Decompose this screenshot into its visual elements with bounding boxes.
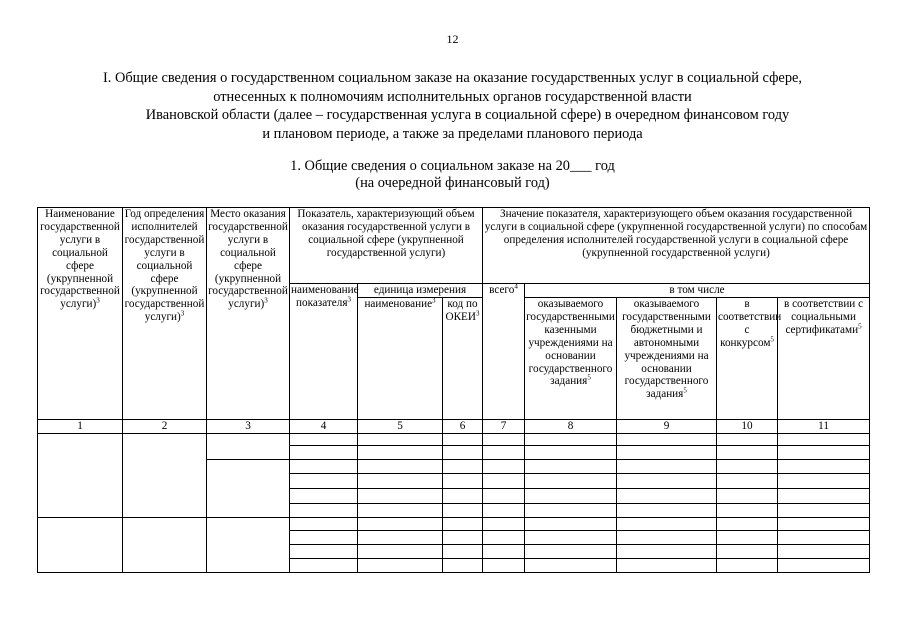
column-number: 8: [525, 420, 617, 434]
blank-cell: [617, 488, 717, 503]
column-number: 9: [617, 420, 717, 434]
blank-cell: [358, 517, 443, 530]
subsection-title: [0, 158, 905, 192]
column-number: 5: [358, 420, 443, 434]
blank-cell: [525, 433, 617, 445]
blank-cell: [290, 517, 358, 530]
column-number: 7: [483, 420, 525, 434]
blank-cell: [717, 445, 778, 459]
blank-cell: [778, 488, 870, 503]
blank-cell: [207, 459, 290, 517]
header-indicator-name: наименование показателя$^3$: [290, 284, 358, 420]
blank-cell: [207, 433, 290, 459]
header-place: Место оказания государственной услуги в социальной сфере (укрупненной государственной услуги)$^3$: [207, 208, 290, 420]
blank-cell: [483, 544, 525, 558]
blank-cell: [525, 445, 617, 459]
blank-cell: [778, 544, 870, 558]
blank-cell: [525, 558, 617, 572]
header-competition: в соответствии с конкурсом$^5$: [717, 298, 778, 420]
section-title-line-2: отнесенных к полномочиям исполнительных органов государственной власти: [213, 88, 692, 105]
blank-cell: [443, 530, 483, 544]
blank-cell: [717, 459, 778, 473]
blank-cell: [778, 517, 870, 530]
blank-cell: [290, 433, 358, 445]
blank-cell: [483, 433, 525, 445]
blank-cell: [778, 433, 870, 445]
blank-cell: [358, 530, 443, 544]
blank-cell: [717, 558, 778, 572]
blank-cell: [525, 544, 617, 558]
blank-cell: [207, 517, 290, 572]
column-number: 3: [207, 420, 290, 434]
blank-cell: [290, 503, 358, 517]
header-year: Год определения исполнителей государственной услуги в социальной сфере (укрупненной государственной услуги)$^3$: [123, 208, 207, 420]
header-value-group: Значение показателя, характеризующего объем оказания государственной услуги в социальной сфере (укрупненной государственной услуги) по способам определения исполнителей государственной услуги в социальной сфере (укрупненной государственной услуги): [483, 208, 870, 284]
blank-cell: [38, 517, 123, 572]
blank-cell: [525, 488, 617, 503]
header-okei: код по ОКЕИ$^3$: [443, 298, 483, 420]
blank-cell: [290, 445, 358, 459]
subsection-title-line-1: 1. Общие сведения о социальном заказе на 20___ год: [290, 158, 615, 174]
blank-cell: [617, 530, 717, 544]
column-number: 2: [123, 420, 207, 434]
blank-cell: [483, 530, 525, 544]
blank-cell: [717, 517, 778, 530]
blank-cell: [778, 473, 870, 488]
blank-cell: [38, 433, 123, 517]
blank-cell: [717, 488, 778, 503]
social-order-table: [37, 207, 870, 573]
blank-cell: [358, 459, 443, 473]
blank-cell: [443, 488, 483, 503]
blank-cell: [443, 445, 483, 459]
blank-cell: [358, 503, 443, 517]
blank-cell: [617, 459, 717, 473]
column-number-row: [38, 420, 870, 434]
blank-cell: [778, 558, 870, 572]
blank-cell: [778, 445, 870, 459]
blank-cell: [483, 503, 525, 517]
section-title: [0, 69, 905, 143]
column-number: 11: [778, 420, 870, 434]
blank-cell: [483, 488, 525, 503]
blank-cell: [717, 473, 778, 488]
blank-cell: [443, 517, 483, 530]
header-total: всего$^4$: [483, 284, 525, 420]
column-number: 4: [290, 420, 358, 434]
header-unit-name: наименование$^3$: [358, 298, 443, 420]
blank-cell: [525, 503, 617, 517]
blank-cell: [443, 473, 483, 488]
page-number: 12: [446, 32, 459, 46]
blank-cell: [358, 473, 443, 488]
column-number: 10: [717, 420, 778, 434]
blank-cell: [525, 517, 617, 530]
blank-cell: [717, 530, 778, 544]
header-indicator-group: Показатель, характеризующий объем оказания государственной услуги в социальной сфере (укрупненной государственной услуги): [290, 208, 483, 284]
blank-cell: [443, 433, 483, 445]
blank-cell: [290, 488, 358, 503]
blank-cell: [617, 503, 717, 517]
section-title-line-4: и плановом периоде, а также за пределами планового периода: [262, 125, 643, 142]
blank-cell: [525, 530, 617, 544]
blank-cell: [617, 433, 717, 445]
blank-cell: [617, 473, 717, 488]
header-social-certificates: в соответствии с социальными сертификатами$^5$: [778, 298, 870, 420]
section-title-line-3: Ивановской области (далее – государственная услуга в социальной сфере) в очередном финансовом году: [145, 107, 790, 123]
blank-cell: [290, 530, 358, 544]
subsection-title-line-2: (на очередной финансовый год): [355, 175, 550, 191]
section-title-line-1: I. Общие сведения о государственном социальном заказе на оказание государственных услуг в социальной сфере,: [102, 70, 803, 86]
header-service-name: Наименование государственной услуги в социальной сфере (укрупненной государственной услуги)$^3$: [38, 208, 123, 420]
blank-cell: [483, 445, 525, 459]
blank-cell: [358, 544, 443, 558]
blank-cell: [443, 544, 483, 558]
header-budget-autonomous: оказываемого государственными бюджетными и автономными учреждениями на основании государственного задания$^5$: [617, 298, 717, 420]
blank-cell: [443, 558, 483, 572]
table-row: [38, 517, 870, 530]
blank-cell: [358, 445, 443, 459]
column-number: 1: [38, 420, 123, 434]
blank-cell: [778, 530, 870, 544]
blank-cell: [290, 558, 358, 572]
header-including: в том числе: [525, 284, 870, 298]
column-number: 6: [443, 420, 483, 434]
blank-cell: [483, 558, 525, 572]
blank-cell: [525, 473, 617, 488]
blank-cell: [483, 517, 525, 530]
blank-cell: [358, 558, 443, 572]
blank-cell: [617, 558, 717, 572]
blank-cell: [123, 517, 207, 572]
blank-cell: [290, 459, 358, 473]
blank-cell: [717, 433, 778, 445]
blank-cell: [443, 503, 483, 517]
table-row: [38, 433, 870, 445]
blank-cell: [778, 459, 870, 473]
blank-cell: [358, 488, 443, 503]
blank-cell: [617, 544, 717, 558]
blank-cell: [483, 473, 525, 488]
blank-cell: [483, 459, 525, 473]
blank-cell: [443, 459, 483, 473]
blank-cell: [525, 459, 617, 473]
blank-cell: [778, 503, 870, 517]
blank-cell: [290, 544, 358, 558]
blank-cell: [358, 433, 443, 445]
blank-cell: [717, 544, 778, 558]
blank-cell: [123, 433, 207, 517]
blank-cell: [617, 445, 717, 459]
blank-cell: [617, 517, 717, 530]
blank-cell: [717, 503, 778, 517]
header-state-treasury: оказываемого государственными казенными учреждениями на основании государственного задания$^5$: [525, 298, 617, 420]
blank-cell: [290, 473, 358, 488]
header-unit-group: единица измерения: [358, 284, 483, 298]
